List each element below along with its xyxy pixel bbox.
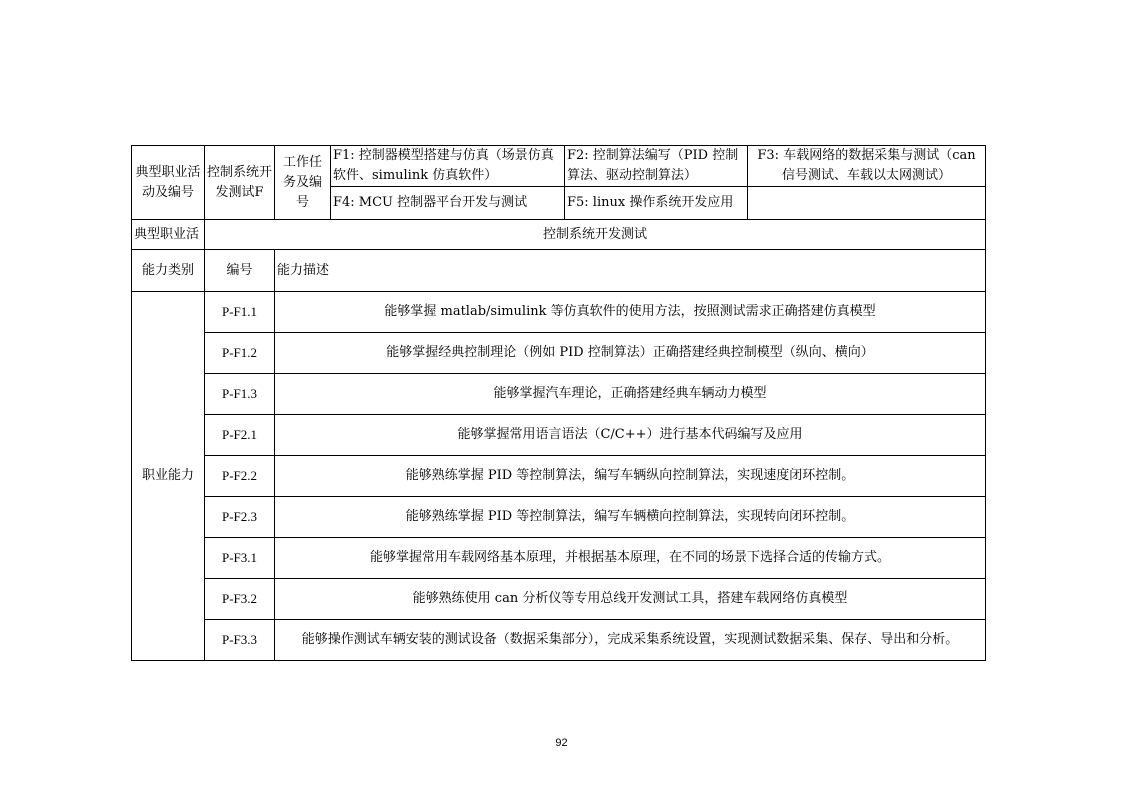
ability-code: P-F1.1 bbox=[205, 292, 275, 333]
activity-name-cell: 控制系统开发测试F bbox=[205, 146, 275, 220]
table-row bbox=[132, 374, 986, 415]
activity-label-cell: 典型职业活动及编号 bbox=[132, 146, 205, 220]
task-f1-cell: F1: 控制器模型搭建与仿真（场景仿真软件、simulink 仿真软件） bbox=[331, 146, 565, 187]
ability-code: P-F3.2 bbox=[205, 579, 275, 620]
table-row bbox=[132, 538, 986, 579]
table-row bbox=[132, 456, 986, 497]
ability-description: 能够熟练使用 can 分析仪等专用总线开发测试工具，搭建车载网络仿真模型 bbox=[275, 579, 986, 620]
ability-description: 能够熟练掌握 PID 等控制算法，编写车辆纵向控制算法，实现速度闭环控制。 bbox=[275, 456, 986, 497]
ability-description: 能够操作测试车辆安装的测试设备（数据采集部分），完成采集系统设置，实现测试数据采集、保存、导出和分析。 bbox=[275, 620, 986, 661]
ability-description: 能够掌握常用语言语法（C/C++）进行基本代码编写及应用 bbox=[275, 415, 986, 456]
ability-description: 能够熟练掌握 PID 等控制算法，编写车辆横向控制算法，实现转向闭环控制。 bbox=[275, 497, 986, 538]
activity-row-label: 典型职业活 bbox=[132, 220, 205, 250]
table-row bbox=[132, 333, 986, 374]
table-row bbox=[132, 292, 986, 333]
ability-code: P-F2.2 bbox=[205, 456, 275, 497]
task-f5-cell: F5: linux 操作系统开发应用 bbox=[565, 187, 748, 220]
empty-task-cell bbox=[748, 187, 986, 220]
activity-row-value: 控制系统开发测试 bbox=[205, 220, 986, 250]
table-row bbox=[132, 620, 986, 661]
ability-code: P-F2.3 bbox=[205, 497, 275, 538]
column-header-category: 能力类别 bbox=[132, 250, 205, 292]
column-header-description: 能力描述 bbox=[275, 250, 986, 292]
task-label-cell: 工作任务及编号 bbox=[275, 146, 331, 220]
column-header-row bbox=[132, 250, 986, 292]
ability-code: P-F1.3 bbox=[205, 374, 275, 415]
competency-table bbox=[131, 145, 986, 661]
ability-code: P-F1.2 bbox=[205, 333, 275, 374]
page-number: 92 bbox=[555, 737, 568, 749]
task-f4-cell: F4: MCU 控制器平台开发与测试 bbox=[331, 187, 565, 220]
ability-description: 能够掌握汽车理论，正确搭建经典车辆动力模型 bbox=[275, 374, 986, 415]
column-header-code: 编号 bbox=[205, 250, 275, 292]
table-row bbox=[132, 415, 986, 456]
ability-code: P-F2.1 bbox=[205, 415, 275, 456]
ability-description: 能够掌握常用车载网络基本原理，并根据基本原理，在不同的场景下选择合适的传输方式。 bbox=[275, 538, 986, 579]
activity-row bbox=[132, 220, 986, 250]
header-row-1 bbox=[132, 146, 986, 187]
ability-code: P-F3.3 bbox=[205, 620, 275, 661]
ability-description: 能够掌握经典控制理论（例如 PID 控制算法）正确搭建经典控制模型（纵向、横向） bbox=[275, 333, 986, 374]
ability-description: 能够掌握 matlab/simulink 等仿真软件的使用方法，按照测试需求正确搭建仿真模型 bbox=[275, 292, 986, 333]
table-row bbox=[132, 497, 986, 538]
ability-code: P-F3.1 bbox=[205, 538, 275, 579]
table-row bbox=[132, 579, 986, 620]
task-f3-cell: F3: 车载网络的数据采集与测试（can 信号测试、车载以太网测试） bbox=[748, 146, 986, 187]
category-cell: 职业能力 bbox=[132, 292, 205, 661]
task-f2-cell: F2: 控制算法编写（PID 控制算法、驱动控制算法） bbox=[565, 146, 748, 187]
